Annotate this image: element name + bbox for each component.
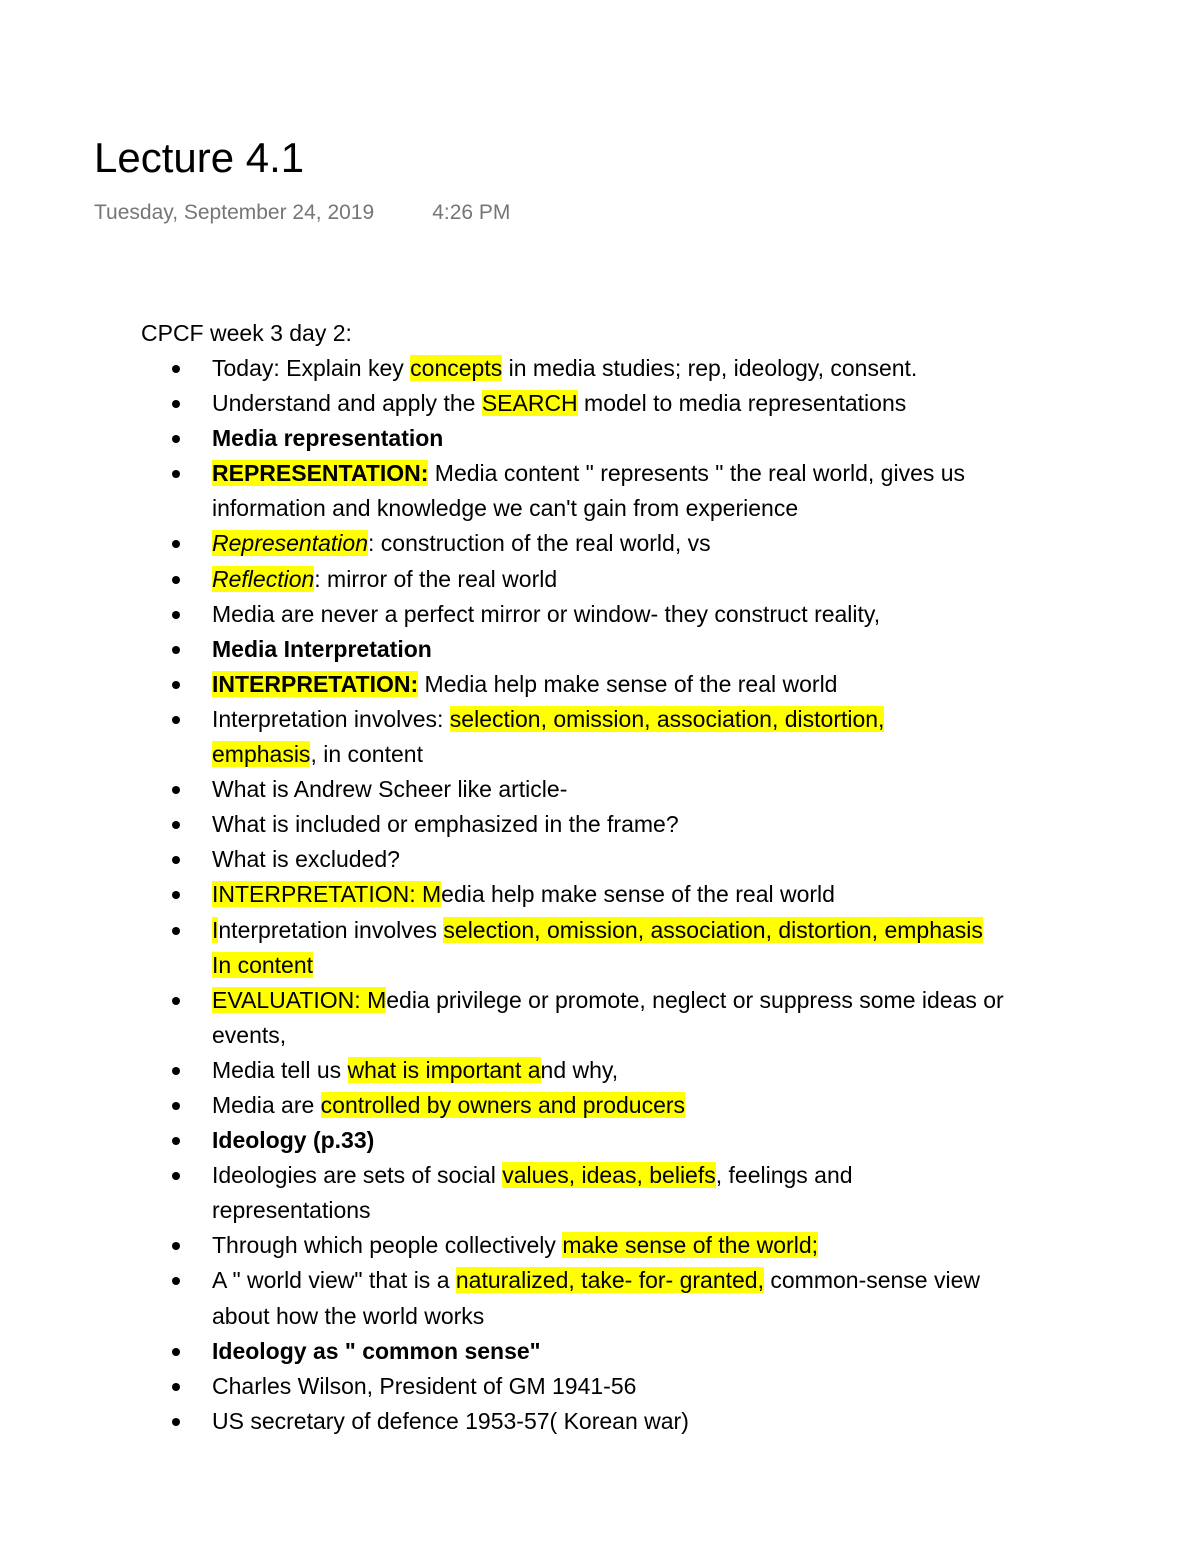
bullet-dot-icon [172, 1067, 180, 1075]
highlighted-text: In content [212, 951, 314, 978]
bullet-text: US secretary of defence 1953-57( Korean war) [212, 1407, 689, 1434]
bullet-dot-icon [172, 365, 180, 373]
bullet-dot-icon [172, 400, 180, 408]
page-date: Tuesday, September 24, 2019 [94, 201, 375, 224]
notes-body [141, 315, 1131, 1439]
bullet-text: Ideology as " common sense" [212, 1337, 541, 1364]
page-time: 4:26 PM [432, 201, 511, 224]
bullet-text: Media are [212, 1091, 321, 1118]
bullet-item [141, 667, 1131, 702]
bullet-item [141, 562, 1131, 597]
bullet-dot-icon [172, 821, 180, 829]
bullet-item [141, 1158, 1131, 1193]
highlighted-text: emphasis [212, 741, 311, 768]
bullet-item [141, 597, 1131, 632]
bullet-item [141, 702, 1131, 737]
bullet-text: edia help make sense of the real world [441, 881, 835, 908]
bullet-dot-icon [172, 1277, 180, 1285]
bullet-dot-icon [172, 716, 180, 724]
bullet-continuation-line [141, 1299, 1131, 1334]
highlighted-text: make sense of the world; [562, 1232, 818, 1259]
bullet-text: model to media representations [577, 390, 907, 417]
bullet-dot-icon [172, 856, 180, 864]
bullet-text: Media help make sense of the real world [418, 670, 838, 697]
highlighted-text: REPRESENTATION: [212, 460, 429, 487]
bullet-continuation-line [141, 1018, 1131, 1053]
bullet-text: Charles Wilson, President of GM 1941-56 [212, 1372, 637, 1399]
bullet-dot-icon [172, 1102, 180, 1110]
bullet-item [141, 1263, 1131, 1298]
bullet-text: A " world view" that is a [212, 1267, 456, 1294]
notes-heading: CPCF week 3 day 2: [141, 320, 352, 346]
highlighted-text: INTERPRETATION: M [212, 881, 442, 908]
bullet-dot-icon [172, 1348, 180, 1356]
bullet-text: nterpretation involves [218, 916, 444, 943]
bullet-item [141, 913, 1131, 948]
bullet-item [141, 386, 1131, 421]
bullet-text: , feelings and [715, 1162, 853, 1189]
bullet-dot-icon [172, 786, 180, 794]
highlighted-text: naturalized, take- for- granted, [455, 1267, 764, 1294]
bullet-text: Media representation [212, 425, 444, 452]
page-meta [94, 198, 510, 228]
bullet-item [141, 1123, 1131, 1158]
bullet-text: Media are never a perfect mirror or window- they construct reality, [212, 600, 881, 627]
bullet-item [141, 772, 1131, 807]
bullet-text: What is Andrew Scheer like article- [212, 776, 568, 803]
bullet-dot-icon [172, 470, 180, 478]
page-title: Lecture 4.1 [94, 134, 305, 181]
bullet-text: Through which people collectively [212, 1232, 563, 1259]
highlighted-text: EVALUATION: M [212, 986, 387, 1013]
bullet-dot-icon [172, 646, 180, 654]
bullet-item [141, 421, 1131, 456]
bullet-continuation-line [141, 1193, 1131, 1228]
bullet-text: Understand and apply the [212, 390, 482, 417]
highlighted-text: selection, omission, association, distortion, emphasis [443, 916, 983, 943]
bullet-text: Media tell us [212, 1056, 348, 1083]
bullet-item [141, 456, 1131, 491]
bullet-dot-icon [172, 1383, 180, 1391]
bullet-text: common-sense view [763, 1267, 981, 1294]
bullet-item [141, 351, 1131, 386]
bullet-item [141, 807, 1131, 842]
bullet-continuation-line [141, 737, 1131, 772]
bullet-item [141, 1228, 1131, 1263]
bullet-text: events, [212, 1021, 287, 1048]
bullet-item [141, 526, 1131, 561]
bullet-continuation-line [141, 491, 1131, 526]
bullet-text: nd why, [540, 1056, 619, 1083]
bullet-item [141, 1053, 1131, 1088]
bullet-dot-icon [172, 997, 180, 1005]
bullet-dot-icon [172, 1418, 180, 1426]
bullet-dot-icon [172, 1137, 180, 1145]
highlighted-text: selection, omission, association, distortion, [449, 705, 885, 732]
bullet-text: : mirror of the real world [314, 565, 558, 592]
bullet-item [141, 1369, 1131, 1404]
bullet-text: in media studies; rep, ideology, consent. [502, 355, 918, 381]
bullet-dot-icon [172, 611, 180, 619]
bullet-dot-icon [172, 1172, 180, 1180]
bullet-dot-icon [172, 1242, 180, 1250]
highlighted-text: values, ideas, beliefs [502, 1162, 716, 1189]
bullet-dot-icon [172, 435, 180, 443]
bullet-text: Ideology (p.33) [212, 1127, 375, 1154]
highlighted-text: SEARCH [481, 390, 578, 417]
bullet-text: representations [212, 1197, 371, 1224]
highlighted-text: INTERPRETATION: [212, 670, 419, 697]
highlighted-text: controlled by owners and producers [320, 1091, 686, 1118]
bullet-item [141, 1404, 1131, 1439]
bullet-item [141, 842, 1131, 877]
bullet-item [141, 1088, 1131, 1123]
highlighted-text: Representation [212, 530, 368, 557]
bullet-text: edia privilege or promote, neglect or suppress some ideas or [386, 986, 1004, 1013]
bullet-text: : construction of the real world, vs [368, 530, 711, 557]
bullet-list [141, 351, 1131, 1439]
highlighted-text: I [212, 916, 219, 943]
bullet-text: about how the world works [212, 1302, 485, 1329]
bullet-text: , in content [310, 741, 423, 768]
bullet-text: Interpretation involves: [212, 705, 450, 732]
bullet-dot-icon [172, 576, 180, 584]
bullet-item [141, 983, 1131, 1018]
bullet-dot-icon [172, 891, 180, 899]
highlighted-text: Reflection [212, 565, 315, 592]
bullet-continuation-line [141, 948, 1131, 983]
bullet-item [141, 632, 1131, 667]
bullet-text: Media Interpretation [212, 635, 432, 662]
bullet-text: What is excluded? [212, 846, 400, 873]
bullet-dot-icon [172, 540, 180, 548]
highlighted-text: concepts [410, 355, 503, 381]
bullet-text: What is included or emphasized in the frame? [212, 811, 679, 838]
highlighted-text: what is important a [347, 1056, 541, 1083]
bullet-item [141, 1334, 1131, 1369]
bullet-text: Media content " represents " the real world, gives us [428, 460, 966, 487]
bullet-dot-icon [172, 681, 180, 689]
bullet-text: Ideologies are sets of social [212, 1162, 503, 1189]
bullet-text: Today: Explain key [212, 355, 411, 381]
bullet-text: information and knowledge we can't gain from experience [212, 495, 799, 522]
bullet-dot-icon [172, 927, 180, 935]
bullet-item [141, 877, 1131, 912]
